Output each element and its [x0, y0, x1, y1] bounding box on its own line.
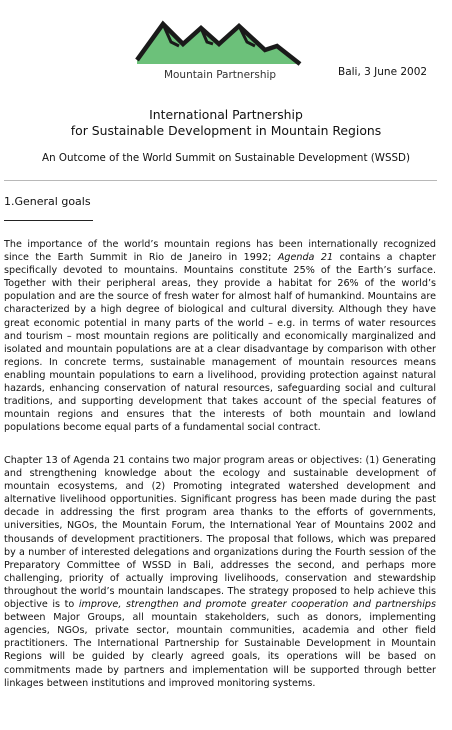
paragraph-1-italic: Agenda 21	[277, 252, 334, 264]
paragraph-2-text-b: between Major Groups, all mountain stakeholders, such as donors, implementing agencies, NGOs, private sector, mountain communities, academia and other field practitioners. The International Partnership for Sustainable Development in Mountain Regions will be guided by clearly agreed goals, its operations will be based on commitments made by partners and implementation will be supported through better linkages between institutions and improved monitoring systems.	[4, 612, 436, 689]
paragraph-2	[4, 454, 436, 690]
title-line-1: International Partnership	[149, 107, 303, 122]
section-heading: 1.General goals	[4, 195, 91, 208]
paragraph-2-text-a: Chapter 13 of Agenda 21 contains two major program areas or objectives: (1) Generating and strengthening knowledge about the ecology and sustainable development of mountain ecosystems, and (2) Promoting integrated watershed development and alternative livelihood opportunities. Significant progress has been made during the past decade in addressing the first program area thanks to the efforts of governments, universities, NGOs, the Mountain Forum, the International Year of Mountains 2002 and thousands of development practitioners. The proposal that follows, which was prepared by a number of interested delegations and organizations during the Fourth session of the Preparatory Committee of WSSD in Bali, addresses the second, and perhaps more challenging, priority of actually improving livelihoods, conservation and stewardship throughout the world’s mountain landscapes. The strategy proposed to help achieve this objective is to	[4, 455, 436, 611]
logo-text: Mountain Partnership	[163, 69, 277, 81]
paragraph-1-text-a: The importance of the world’s mountain regions has been internationally recognized since the Earth Summit in Rio de Janeiro in 1992;	[4, 239, 436, 264]
mountain-partnership-logo	[135, 20, 305, 86]
title-line-2: for Sustainable Development in Mountain Regions	[70, 123, 382, 138]
document-title	[0, 107, 452, 139]
document-date: Bali, 3 June 2002	[338, 66, 428, 78]
paragraph-1	[4, 238, 436, 434]
paragraph-2-italic: improve, strengthen and promote greater cooperation and partnerships	[78, 599, 436, 611]
paragraph-1-text-b: contains a chapter specifically devoted to mountains. Mountains constitute 25% of the Earth’s surface. Together with their peripheral areas, they provide a habitat for 26% of the world’s population and are the source of fresh water for almost half of humankind. Mountains are characterized by a high degree of biological and cultural diversity. Although they have great economic potential in many parts of the world – e.g. in terms of water resources and tourism – most mountain regions are politically and economically marginalized and isolated and mountain populations are at a clear disadvantage by comparison with other regions. In concrete terms, sustainable management of mountain resources means enabling mountain populations to earn a livelihood, providing protection against natural hazards, enhancing conservation of natural resources, safeguarding social and cultural traditions, and supporting development that takes account of the special features of mountain regions and ensures that the interests of both mountain and lowland populations become equal parts of a fundamental social contract.	[4, 252, 436, 434]
section-underline	[4, 220, 93, 221]
document-subtitle: An Outcome of the World Summit on Sustainable Development (WSSD)	[42, 152, 410, 164]
mountain-logo-icon	[135, 20, 305, 70]
header-divider	[4, 180, 437, 181]
